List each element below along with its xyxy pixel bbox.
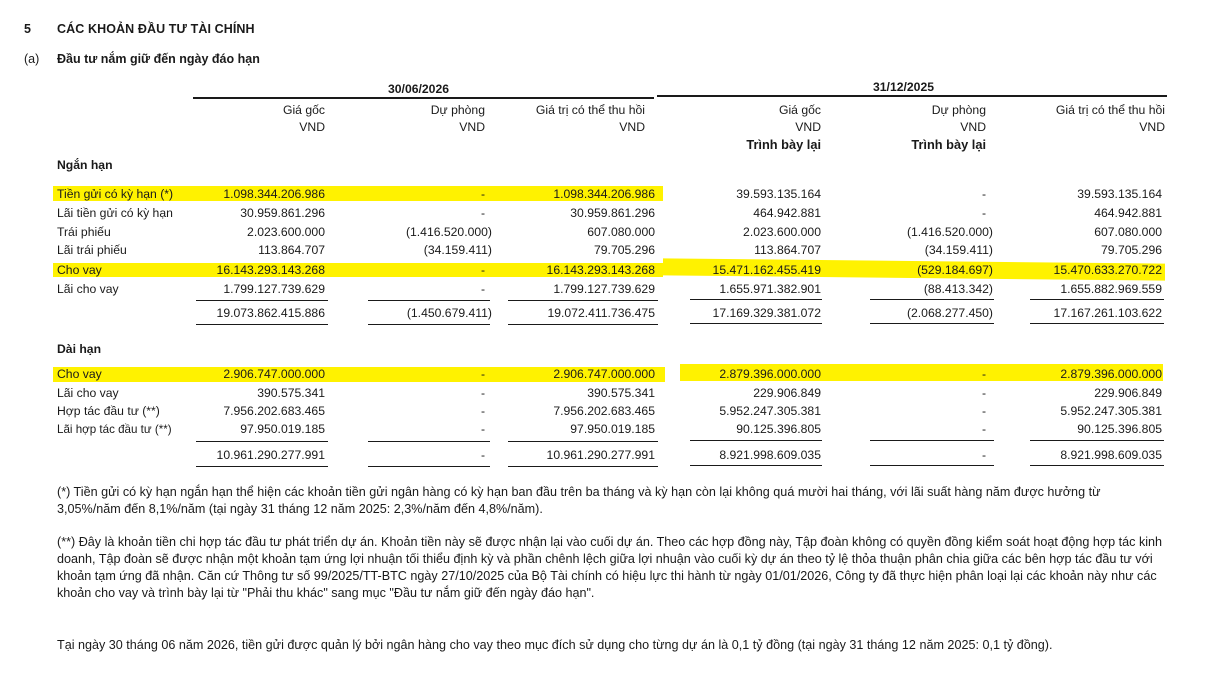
row-label: Trái phiếu: [57, 225, 111, 239]
total-line: [1030, 323, 1164, 324]
cell-value: 19.073.862.415.886: [216, 306, 325, 320]
cell-value: (1.416.520.000): [906, 225, 993, 239]
cell-value: 15.470.633.270.722: [1053, 263, 1162, 277]
cell-value: 7.956.202.683.465: [553, 404, 655, 418]
cell-value: 10.961.290.277.991: [546, 448, 655, 462]
period-underline-current: [193, 97, 654, 99]
col-header-line: Giá gốc: [778, 103, 821, 117]
cell-value: 79.705.296: [594, 243, 655, 257]
cell-value: 2.023.600.000: [247, 225, 325, 239]
row-label: Tiền gửi có kỳ hạn (*): [57, 187, 174, 201]
table-row: [0, 243, 1205, 258]
row-label: Cho vay: [57, 263, 102, 277]
cell-value: 1.655.882.969.559: [1060, 282, 1162, 296]
cell-value: 229.906.849: [753, 386, 821, 400]
cell-value: -: [981, 422, 986, 436]
table-row: [0, 225, 1205, 240]
row-label: Cho vay: [57, 367, 102, 381]
row-label: Lãi cho vay: [57, 386, 119, 400]
cell-value: (34.159.411): [924, 243, 993, 257]
cell-value: -: [981, 206, 986, 220]
cell-value: 17.167.261.103.622: [1053, 306, 1162, 320]
cell-value: -: [480, 386, 485, 400]
cell-value: -: [480, 187, 485, 201]
subtotal-line: [690, 299, 822, 300]
cell-value: 8.921.998.609.035: [1060, 448, 1162, 462]
cell-value: 390.575.341: [587, 386, 655, 400]
footnote-cooperation: (**) Đây là khoản tiền chi hợp tác đầu tư phát triển dự án. Khoản tiền này sẽ được nhận lại vào cuối dự án. Theo các hợp đồng này, Tập đoàn không có quyền đồng kiểm soát hoạt động hợp tác kinh doanh, Tập đoàn sẽ được nhận một khoản tạm ứng lợi nhuận tối thiểu định kỳ và phần chênh lệch giữa lợi nhuận vào cuối kỳ dự án theo tỷ lệ thỏa thuận phân chia giữa các bên hợp tác đầu tư với khoản tạm ứng đã nhận. Căn cứ Thông tư số 99/2025/TT-BTC ngày 27/10/2025 của Bộ Tài chính có hiệu lực thi hành từ ngày 01/01/2026, Công ty đã thực hiện phân loại lại các khoản này như các khoản cho vay và trình bày lại từ "Phải thu khác" sang mục "Đầu tư nắm giữ đến ngày đáo hạn".: [57, 535, 1163, 600]
cell-value: 30.959.861.296: [570, 206, 655, 220]
subtotal-line: [196, 441, 328, 442]
col-header-line: VND: [459, 120, 485, 134]
col-header-line: VND: [299, 120, 325, 134]
table-row: [0, 263, 1205, 278]
cell-value: 39.593.135.164: [736, 187, 821, 201]
cell-value: -: [981, 386, 986, 400]
col-header-line: Dự phòng: [430, 103, 485, 117]
cell-value: -: [981, 448, 986, 462]
subtotal-line: [1030, 299, 1164, 300]
cell-value: (529.184.697): [917, 263, 993, 277]
subtotal-line: [870, 299, 994, 300]
col-header-line: VND: [1139, 120, 1165, 134]
total-line: [1030, 465, 1164, 466]
cell-value: -: [981, 187, 986, 201]
cell-value: -: [981, 367, 986, 381]
table-row: [0, 422, 1205, 437]
col-header-line: Trình bày lại: [746, 137, 821, 152]
footnote-managed-deposits: Tại ngày 30 tháng 06 năm 2026, tiền gửi được quản lý bởi ngân hàng cho vay theo mục đích sử dụng cho từng dự án là 0,1 tỷ đồng (tại ngày 31 tháng 12 năm 2025: 0,1 tỷ đồng).: [57, 638, 1053, 652]
cell-value: 1.098.344.206.986: [223, 187, 325, 201]
cell-value: 10.961.290.277.991: [216, 448, 325, 462]
col-header-provision-prior: [911, 102, 986, 153]
cell-value: 90.125.396.805: [736, 422, 821, 436]
col-header-provision-current: [431, 102, 485, 136]
cell-value: -: [480, 404, 485, 418]
short-term-title: Ngắn hạn: [57, 158, 113, 172]
total-line: [870, 323, 994, 324]
row-label: Hợp tác đầu tư (**): [57, 404, 160, 418]
cell-value: 2.906.747.000.000: [223, 367, 325, 381]
cell-value: -: [480, 206, 485, 220]
cell-value: -: [981, 404, 986, 418]
table-row: [0, 404, 1205, 419]
cell-value: 97.950.019.185: [570, 422, 655, 436]
cell-value: 97.950.019.185: [240, 422, 325, 436]
cell-value: 17.169.329.381.072: [712, 306, 821, 320]
cell-value: 16.143.293.143.268: [216, 263, 325, 277]
col-header-recoverable-prior: [1056, 102, 1165, 136]
cell-value: 2.879.396.000.000: [719, 367, 821, 381]
cell-value: 464.942.881: [1094, 206, 1162, 220]
cell-value: 8.921.998.609.035: [719, 448, 821, 462]
cell-value: 5.952.247.305.381: [719, 404, 821, 418]
table-row: [0, 206, 1205, 221]
cell-value: 113.864.707: [258, 243, 325, 257]
long-term-title: Dài hạn: [57, 342, 102, 356]
cell-value: 113.864.707: [754, 243, 821, 257]
section-number: 5: [24, 22, 31, 36]
subtotal-line: [870, 440, 994, 441]
subsection-title: Đầu tư nắm giữ đến ngày đáo hạn: [57, 52, 260, 66]
subtotal-line: [368, 300, 490, 301]
table-row-total: [0, 306, 1205, 321]
cell-value: -: [480, 448, 485, 462]
col-header-line: Dự phòng: [931, 103, 986, 117]
cell-value: 464.942.881: [753, 206, 821, 220]
total-line: [690, 323, 822, 324]
col-header-cost-prior: [746, 102, 821, 153]
cell-value: (34.159.411): [423, 243, 492, 257]
total-line: [508, 324, 658, 325]
cell-value: 1.098.344.206.986: [553, 187, 655, 201]
cell-value: 15.471.162.455.419: [712, 263, 821, 277]
cell-value: 229.906.849: [1094, 386, 1162, 400]
col-header-line: VND: [795, 120, 821, 134]
total-line: [368, 324, 490, 325]
table-row-total: [0, 448, 1205, 463]
cell-value: 1.799.127.739.629: [553, 282, 655, 296]
cell-value: (1.450.679.411): [406, 306, 492, 320]
subtotal-line: [508, 441, 658, 442]
col-header-line: Giá trị có thể thu hồi: [535, 103, 645, 117]
period-underline-prior: [657, 95, 1167, 97]
total-line: [196, 466, 328, 467]
section-title: CÁC KHOẢN ĐẦU TƯ TÀI CHÍNH: [57, 22, 255, 36]
cell-value: -: [480, 282, 485, 296]
cell-value: -: [480, 367, 485, 381]
cell-value: (1.416.520.000): [405, 225, 492, 239]
subsection-marker: (a): [24, 52, 40, 66]
cell-value: (2.068.277.450): [906, 306, 993, 320]
col-header-line: Giá gốc: [282, 103, 325, 117]
cell-value: -: [480, 422, 485, 436]
col-header-cost-current: [283, 102, 325, 136]
subtotal-line: [1030, 440, 1164, 441]
subtotal-line: [690, 440, 822, 441]
cell-value: 39.593.135.164: [1077, 187, 1162, 201]
subtotal-line: [368, 441, 490, 442]
total-line: [508, 466, 658, 467]
cell-value: 2.879.396.000.000: [1060, 367, 1162, 381]
table-row: [0, 282, 1205, 297]
table-row: [0, 187, 1205, 202]
col-header-recoverable-current: [536, 102, 645, 136]
cell-value: 7.956.202.683.465: [223, 404, 325, 418]
cell-value: (88.413.342): [923, 282, 993, 296]
col-header-line: Trình bày lại: [911, 137, 986, 152]
table-row: [0, 386, 1205, 401]
total-line: [690, 465, 822, 466]
period-header-prior: 31/12/2025: [873, 80, 934, 94]
table-row: [0, 367, 1205, 382]
cell-value: 2.906.747.000.000: [553, 367, 655, 381]
total-line: [870, 465, 994, 466]
total-line: [368, 466, 490, 467]
total-line: [196, 324, 328, 325]
subtotal-line: [508, 300, 658, 301]
row-label: Lãi trái phiếu: [57, 243, 127, 257]
cell-value: 19.072.411.736.475: [547, 306, 655, 320]
cell-value: 1.799.127.739.629: [223, 282, 325, 296]
col-header-line: VND: [960, 120, 986, 134]
cell-value: 607.080.000: [587, 225, 655, 239]
footnote-deposits: (*) Tiền gửi có kỳ hạn ngắn hạn thể hiện các khoản tiền gửi ngân hàng có kỳ hạn ban đầu trên ba tháng và kỳ hạn còn lại không quá mười hai tháng, với lãi suất hàng năm được hưởng từ 3,05%/năm đến 8,1%/năm (tại ngày 31 tháng 12 năm 2025: 2,3%/năm đến 4,8%/năm).: [57, 485, 1101, 516]
cell-value: 607.080.000: [1094, 225, 1162, 239]
col-header-line: VND: [619, 120, 645, 134]
cell-value: -: [480, 263, 485, 277]
cell-value: 79.705.296: [1101, 243, 1162, 257]
col-header-line: Giá trị có thể thu hồi: [1055, 103, 1165, 117]
cell-value: 90.125.396.805: [1077, 422, 1162, 436]
cell-value: 30.959.861.296: [240, 206, 325, 220]
row-label: Lãi cho vay: [57, 282, 119, 296]
row-label: Lãi hợp tác đầu tư (**): [57, 423, 172, 436]
subtotal-line: [196, 300, 328, 301]
period-header-current: 30/06/2026: [388, 82, 449, 96]
cell-value: 16.143.293.143.268: [546, 263, 655, 277]
cell-value: 1.655.971.382.901: [719, 282, 821, 296]
cell-value: 390.575.341: [257, 386, 325, 400]
cell-value: 5.952.247.305.381: [1060, 404, 1162, 418]
row-label: Lãi tiền gửi có kỳ hạn: [57, 206, 173, 220]
cell-value: 2.023.600.000: [743, 225, 821, 239]
